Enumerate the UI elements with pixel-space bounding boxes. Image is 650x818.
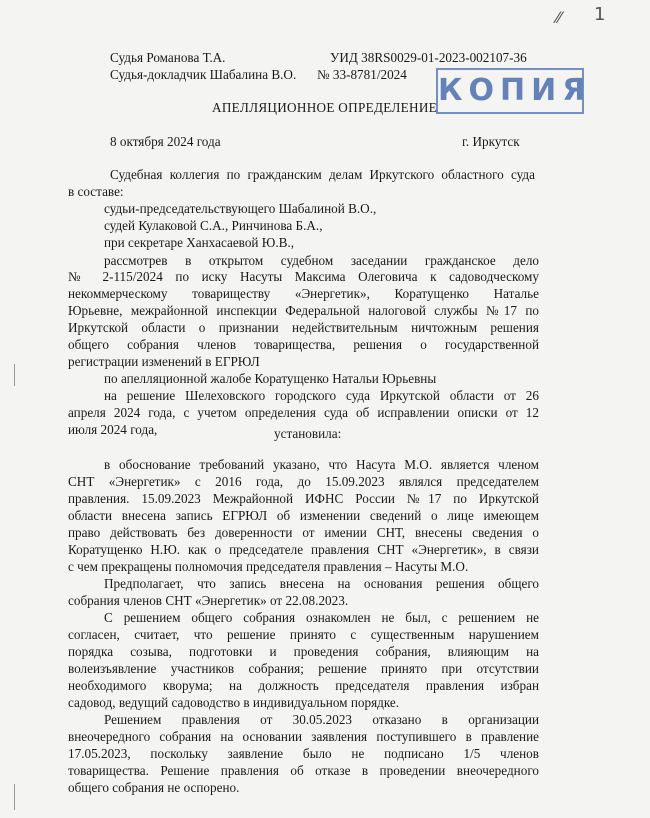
copy-stamp: КОПИЯ (436, 68, 584, 114)
uid-line: УИД 38RS0029-01-2023-002107-36 (330, 50, 527, 65)
intro-text-line: судьи-председательствующего Шабалиной В.О., (104, 201, 377, 216)
body-text-line: С решением общего собрания ознакомлен не был, с решением не (104, 610, 539, 625)
intro-text-line: судей Кулаковой С.А., Ринчинова Б.А., (104, 218, 323, 233)
body-text-line: Решением правления от 30.05.2023 отказано в организации (104, 712, 539, 727)
body-text-line: внеочередного собрания на основании заявления поступившего в правление (68, 729, 539, 744)
body-text-line: садовод, ведущий садоводство в индивидуальном порядке. (68, 695, 400, 710)
intro-text-line: при секретаре Ханхасаевой Ю.В., (104, 235, 295, 250)
body-text-line: Предполагает, что запись внесена на основания решения общего (104, 576, 539, 591)
body-text-line: товарищества. Решение правления об отказе в проведении внеочередного (68, 763, 539, 778)
document-title: АПЕЛЛЯЦИОННОЕ ОПРЕДЕЛЕНИЕ (212, 100, 438, 115)
document-date: 8 октября 2024 года (110, 134, 221, 149)
body-text-line: общего собрания не оспорено. (68, 780, 240, 795)
intro-text-line: № 2-115/2024 по иску Насуты Максима Олеговича к садоводческому (68, 269, 539, 284)
body-text-line: в обоснование требований указано, что Насута М.О. является членом (104, 457, 539, 472)
intro-text-line: Судебная коллегия по гражданским делам Иркутского областного суда (110, 167, 535, 182)
intro-text-line: общего собрания членов товарищества, решения о государственной (68, 337, 539, 352)
intro-text-line: некоммерческому товариществу «Энергетик», Коратущенко Наталье (68, 286, 539, 301)
body-text-line: СНТ «Энергетик» с 2016 года, до 15.09.2023 являлся председателем (68, 474, 539, 489)
body-text-line: правления. 15.09.2023 Межрайонной ИФНС России №17 по Иркутской (68, 491, 539, 506)
margin-line (14, 364, 15, 386)
body-text-line: с чем прекращены полномочия председателя правления – Насуты М.О. (68, 559, 469, 574)
intro-text-line: Юрьевне, межрайонной инспекции Федеральной налоговой службы №17 по (68, 303, 539, 318)
judge-line: Судья Романова Т.А. (110, 50, 226, 65)
body-text-line: Коратущенко Н.Ю. как о председателе правления СНТ «Энергетик», в связи (68, 542, 539, 557)
body-text-line: собрания членов СНТ «Энергетик» от 22.08.2023. (68, 593, 349, 608)
intro-text-line: Иркутской области о признании недействительным ничтожным решения (68, 320, 539, 335)
ustanovila-heading: установила: (274, 426, 342, 441)
body-text-line: 17.05.2023, поскольку заявление было не подписано 1/5 членов (68, 746, 539, 761)
intro-text-line: июля 2024 года, (68, 422, 158, 437)
intro-text-line: на решение Шелеховского городского суда Иркутской области от 26 (104, 388, 539, 403)
intro-text-line: регистрации изменений в ЕГРЮЛ (68, 354, 260, 369)
margin-line (14, 784, 15, 810)
body-text-line: право действовать без доверенности от имении СНТ, внесены сведения о (68, 525, 539, 540)
body-text-line: волеизъявление участников собрания; решение принято при отсутствии (68, 661, 539, 676)
body-text-line: области внесена запись ЕГРЮЛ об изменении сведений о лице имеющем (68, 508, 539, 523)
body-text-line: согласен, считает, что решение принято с существенным нарушением (68, 627, 539, 642)
reporter-line: Судья-докладчик Шабалина В.О. (110, 67, 297, 82)
corner-number: 1 (594, 4, 606, 25)
document-city: г. Иркутск (462, 134, 520, 149)
intro-text-line: апреля 2024 года, с учетом определения суда об исправлении описки от 12 (68, 405, 539, 420)
intro-text-line: в составе: (68, 184, 124, 199)
body-text-line: порядка созыва, подготовки и проведения собрания, влияющим на (68, 644, 539, 659)
case-number: № 33-8781/2024 (317, 67, 407, 82)
body-text-line: необходимого кворума; на должность председателя правления избран (68, 678, 539, 693)
corner-scribble-mark: ⁄⁄ (556, 8, 562, 27)
intro-text-line: рассмотрев в открытом судебном заседании гражданское дело (104, 253, 539, 268)
intro-text-line: по апелляционной жалобе Коратущенко Натальи Юрьевны (104, 371, 437, 386)
